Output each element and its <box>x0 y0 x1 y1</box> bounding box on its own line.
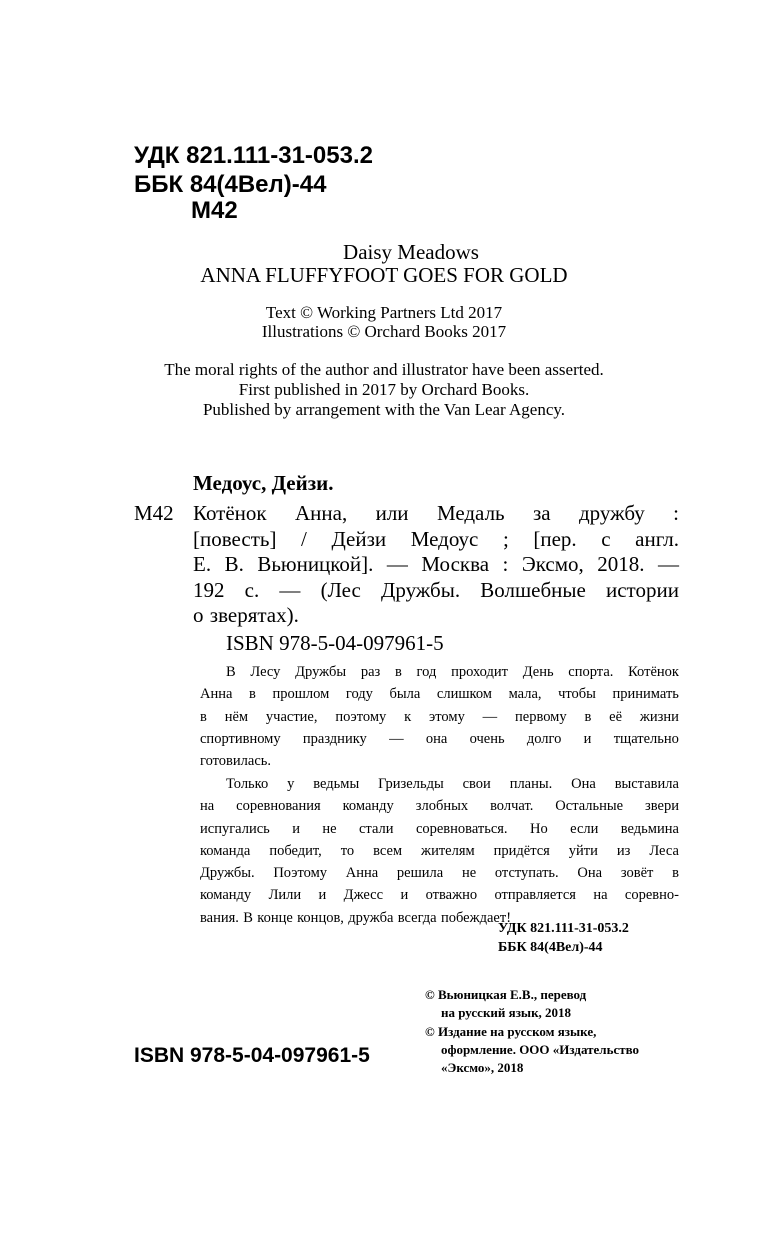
word: Лесу <box>250 664 281 680</box>
word: готовилась. <box>200 753 271 770</box>
isbn-bottom: ISBN 978-5-04-097961-5 <box>134 1044 370 1067</box>
word: Вьюницкой]. <box>257 552 374 576</box>
word: побеждает! <box>440 909 512 926</box>
annotation-line <box>200 862 679 884</box>
word: Котёнок <box>193 501 267 525</box>
word: Анна <box>345 865 379 882</box>
word: Остальные <box>555 798 624 815</box>
word: зверятах). <box>209 603 299 627</box>
word: [пер. <box>533 526 577 551</box>
word: — <box>657 552 679 576</box>
isbn-record: ISBN 978-5-04-097961-5 <box>226 631 444 655</box>
edition-copyright-line-3: «Эксмо», 2018 <box>441 1060 524 1076</box>
word: В <box>226 664 236 680</box>
word: зовёт <box>620 865 654 882</box>
word: в <box>584 708 592 725</box>
word: — <box>279 577 301 602</box>
word: всем <box>373 842 403 859</box>
word: 192 <box>193 577 225 602</box>
word: Е. <box>193 552 212 576</box>
word: на <box>593 887 608 904</box>
word: соревноваться. <box>415 820 508 837</box>
word: отступать. <box>494 865 559 882</box>
word: звери <box>645 798 679 815</box>
word: раз <box>360 664 381 680</box>
edition-copyright-line-1: © Издание на русском языке, <box>425 1023 597 1039</box>
word: — <box>389 730 404 747</box>
word: В <box>243 909 253 926</box>
annotation-line <box>200 728 679 750</box>
word: Дружбы. <box>381 577 461 602</box>
word: Москва <box>421 552 490 576</box>
word: конце <box>257 909 293 926</box>
word: придётся <box>493 842 550 859</box>
word: к <box>404 708 412 725</box>
word: Только <box>226 776 269 792</box>
word: истории <box>606 577 679 602</box>
word: её <box>609 708 623 725</box>
word: : <box>673 501 679 525</box>
arrangement-note: Published by arrangement with the Van Lear Agency. <box>202 400 566 419</box>
word: отправляется <box>494 887 576 904</box>
word: за <box>533 501 551 525</box>
annotation-paragraph-1 <box>200 661 679 772</box>
word: (Лес <box>320 577 361 602</box>
bibliographic-line <box>193 552 679 578</box>
udk-code: УДК 821.111-31-053.2 <box>134 142 373 169</box>
word: или <box>375 501 409 525</box>
word: проходит <box>451 664 508 680</box>
word: команду <box>200 887 252 904</box>
word: стали <box>359 820 394 837</box>
word: Она <box>577 865 603 882</box>
word: 2018. <box>597 552 645 576</box>
annotation-line <box>200 884 679 906</box>
word: всегда <box>397 909 437 926</box>
word: дружбу <box>579 501 645 525</box>
illustrations-copyright: Illustrations © Orchard Books 2017 <box>261 322 507 341</box>
word: тщательно <box>613 730 679 747</box>
word: была <box>389 686 421 703</box>
word: решила <box>396 865 444 882</box>
word: команду <box>342 798 394 815</box>
word: жителям <box>421 842 475 859</box>
word: мала, <box>508 686 542 703</box>
word: первому <box>515 708 567 725</box>
word: Эксмо, <box>521 552 584 576</box>
word: спортивному <box>200 730 281 747</box>
bibliographic-code: М42 <box>134 501 174 525</box>
translation-copyright-line-1: © Вьюницкая Е.В., перевод <box>425 987 587 1002</box>
word: Дейзи <box>331 526 387 551</box>
bibliographic-line <box>193 501 679 527</box>
word: концов, <box>297 909 344 926</box>
word: Волшебные <box>480 577 586 602</box>
word: чтобы <box>558 686 596 703</box>
word: ведьмы <box>313 776 360 792</box>
word: Медоус <box>410 526 479 551</box>
word: / <box>301 526 307 551</box>
author-sign-code: М42 <box>191 197 238 224</box>
word: из <box>616 842 631 859</box>
bbk-code-small: ББК 84(4Вел)-44 <box>498 940 603 955</box>
author-heading: Медоус, Дейзи. <box>193 471 334 495</box>
word: слишком <box>436 686 492 703</box>
word: принимать <box>612 686 679 703</box>
word: дружба <box>348 909 394 926</box>
word: Медаль <box>436 501 505 525</box>
word: поэтому <box>335 708 387 725</box>
word: — <box>386 552 408 576</box>
word: не <box>322 820 337 837</box>
annotation-line <box>200 683 679 705</box>
word: в <box>672 865 679 882</box>
word: Джесс <box>343 887 384 904</box>
word: планы. <box>509 776 553 792</box>
word: она <box>425 730 448 747</box>
word: Котёнок <box>628 664 679 680</box>
word: англ. <box>635 526 679 551</box>
udk-code-small: УДК 821.111-31-053.2 <box>498 921 629 936</box>
bbk-code: ББК 84(4Вел)-44 <box>134 171 327 198</box>
word: участие, <box>265 708 318 725</box>
first-published: First published in 2017 by Orchard Books. <box>238 380 530 399</box>
word: в <box>394 664 402 680</box>
original-title: ANNA FLUFFYFOOT GOES FOR GOLD <box>200 263 568 287</box>
annotation-line <box>200 795 679 817</box>
word: отважно <box>425 887 478 904</box>
word: и <box>583 730 592 747</box>
word: спорта. <box>568 664 614 680</box>
word: злобных <box>415 798 469 815</box>
word: соревно- <box>624 887 679 904</box>
word: вания. <box>200 909 239 926</box>
word: [повесть] <box>193 526 277 551</box>
word: свои <box>462 776 491 792</box>
word: у <box>287 776 295 792</box>
annotation-line <box>200 661 679 683</box>
annotation-line <box>200 840 679 862</box>
word: Но <box>529 820 548 837</box>
annotation-line <box>200 750 679 772</box>
word: и <box>318 887 327 904</box>
word: Анна <box>200 686 233 703</box>
word: В. <box>224 552 244 576</box>
word: испугались <box>200 820 270 837</box>
word: году <box>345 686 373 703</box>
annotation-line <box>200 706 679 728</box>
bibliographic-line <box>193 527 679 553</box>
word: Гризельды <box>378 776 444 792</box>
word: — <box>482 708 498 725</box>
word: День <box>522 664 554 680</box>
word: то <box>340 842 355 859</box>
word: Анна, <box>295 501 348 525</box>
word: ; <box>502 526 509 551</box>
word: очень <box>469 730 505 747</box>
word: о <box>193 603 204 627</box>
word: не <box>461 865 477 882</box>
bibliographic-line <box>193 603 679 629</box>
edition-copyright-line-2: оформление. ООО «Издательство <box>441 1041 640 1057</box>
bibliographic-line <box>193 578 679 604</box>
word: Лили <box>268 887 302 904</box>
word: с. <box>244 577 260 602</box>
word: Дружбы. <box>200 865 255 882</box>
word: и <box>292 820 300 837</box>
word: год <box>416 664 437 680</box>
moral-rights: The moral rights of the author and illustrator have been asserted. <box>164 360 604 379</box>
word: уйти <box>568 842 598 859</box>
word: команда <box>200 842 251 859</box>
annotation-line <box>200 818 679 840</box>
word: нём <box>224 708 249 725</box>
word: Поэтому <box>273 865 327 882</box>
annotation-paragraph-2 <box>200 773 679 929</box>
word: прошлом <box>272 686 330 703</box>
original-author: Daisy Meadows <box>343 240 479 264</box>
word: празднику <box>302 730 367 747</box>
word: и <box>400 887 409 904</box>
copyright-block <box>425 986 639 1077</box>
word: ведьмина <box>620 820 679 837</box>
word: на <box>200 798 215 815</box>
word: этому <box>429 708 465 725</box>
word: победит, <box>269 842 322 859</box>
word: если <box>570 820 599 837</box>
translation-copyright-line-2: на русский язык, 2018 <box>441 1005 572 1021</box>
word: в <box>249 686 256 703</box>
word: Она <box>571 776 596 792</box>
bibliographic-description <box>193 501 679 629</box>
word: Дружбы <box>295 664 347 680</box>
word: волчат. <box>490 798 534 815</box>
word: соревнования <box>236 798 321 815</box>
word: с <box>601 526 611 551</box>
word: в <box>200 708 207 725</box>
word: долго <box>526 730 562 747</box>
text-copyright: Text © Working Partners Ltd 2017 <box>265 303 503 322</box>
word: Леса <box>649 842 679 859</box>
annotation-line <box>200 773 679 795</box>
word: жизни <box>639 708 679 725</box>
word: : <box>502 552 509 576</box>
word: выставила <box>614 776 679 792</box>
